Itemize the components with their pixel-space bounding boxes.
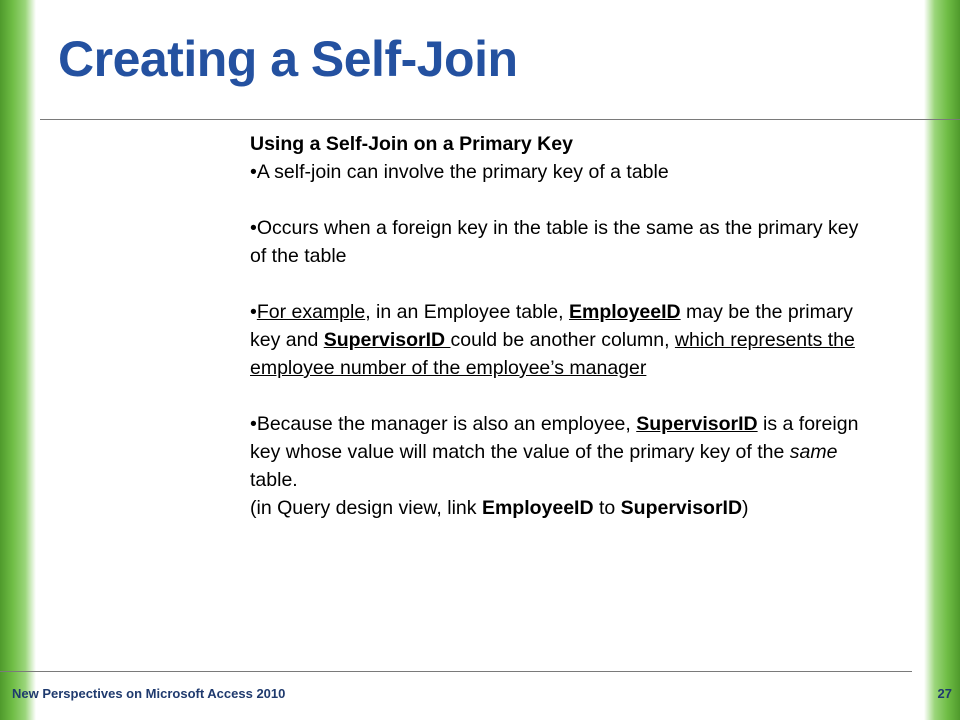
body-heading: Using a Self-Join on a Primary Key [250,133,573,155]
which-represents-text: which represents the employee number of the employee’s manager [250,329,855,379]
left-green-bar [0,0,36,720]
spacer [250,270,870,298]
employeeid-term: EmployeeID [569,301,681,323]
bullet-4-text-2: is a foreign key whose value will match the value of the primary key of the [250,413,859,463]
supervisorid-term: SupervisorID [620,497,743,519]
note-text-2: to [593,497,621,519]
supervisorid-term: SupervisorID [323,329,451,351]
bullet-1: •A self-join can involve the primary key of a table [250,161,669,183]
slide-title: Creating a Self-Join [58,31,518,87]
bullet-2: •Occurs when a foreign key in the table is the same as the primary key of the table [250,217,859,267]
bullet-mark: • [250,301,257,323]
bullet-3 [250,298,870,382]
right-green-bar [924,0,960,720]
for-example-text: For example [256,301,366,323]
bullet-4-text-3: table. [250,469,298,491]
spacer [250,382,870,410]
employeeid-term: EmployeeID [481,497,594,519]
slide-body [250,130,870,522]
same-emphasis: same [789,441,838,463]
bullet-4-text-1: •Because the manager is also an employee, [250,413,637,435]
bullet-3-text-1: , in an Employee table, [365,301,569,323]
title-divider [40,119,960,120]
supervisorid-term: SupervisorID [636,413,758,435]
bullet-3-text-3: could be another column, [450,329,675,351]
bullet-4 [250,410,870,494]
note-text-3: ) [742,497,749,519]
note-text-1: (in Query design view, link [250,497,482,519]
footer-divider [0,671,912,672]
footer-text: New Perspectives on Microsoft Access 2010 [12,686,286,701]
query-design-note [250,494,870,522]
bullet-3-text-2: may be the primary key and [250,301,853,351]
page-number: 27 [937,686,952,701]
spacer [250,186,870,214]
